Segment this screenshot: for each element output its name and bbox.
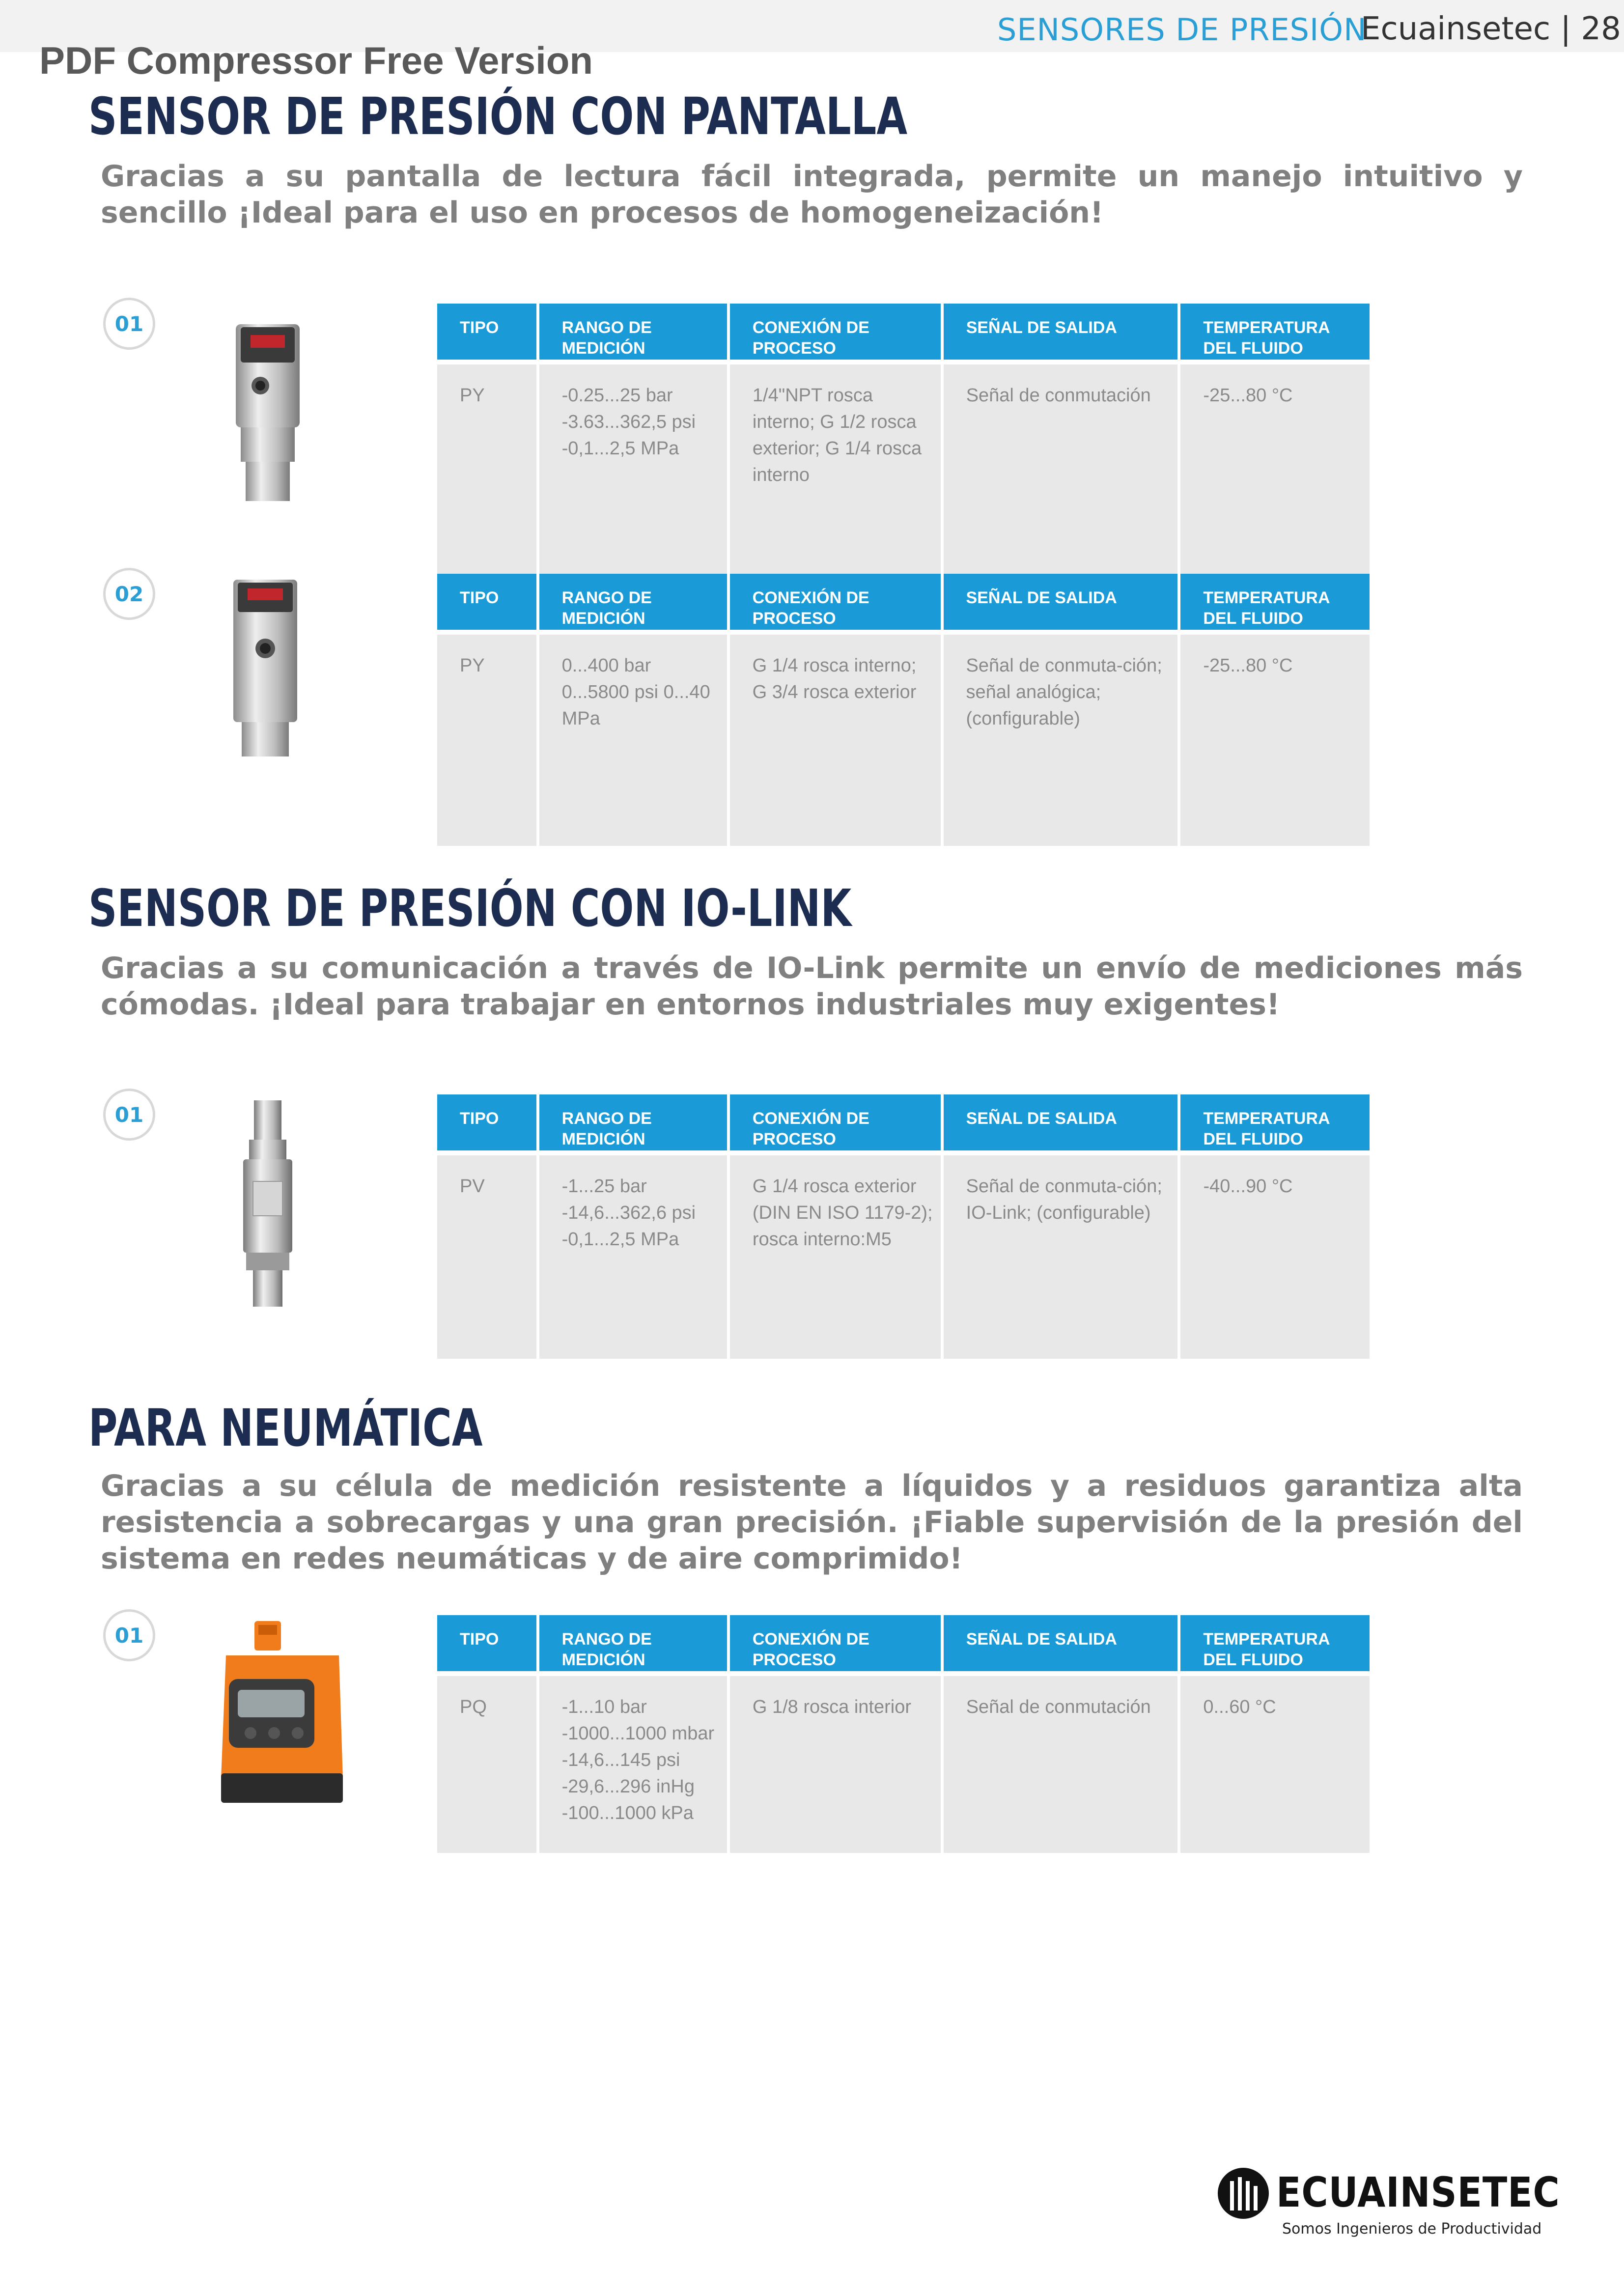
section-description: Gracias a su pantalla de lectura fácil integrada, permite un manejo intuitivo y sencillo ¡Ideal para el uso en procesos de homogeneización! — [101, 159, 1523, 230]
spec-table — [434, 1094, 1372, 1359]
cell-temperatura: 0...60 °C — [1180, 1676, 1370, 1853]
section-description: Gracias a su comunicación a través de IO-Link permite un envío de mediciones más cómodas. ¡Ideal para trabajar en entornos industriales muy exigentes! — [101, 951, 1523, 1022]
cell-rango: -1...25 bar -14,6...362,6 psi -0,1...2,5 MPa — [539, 1155, 727, 1359]
cell-senal: Señal de conmuta-ción; IO-Link; (configurable) — [944, 1155, 1178, 1359]
product-number-badge: 02 — [103, 568, 155, 620]
cell-conexion: 1/4"NPT rosca interno; G 1/2 rosca exterior; G 1/4 rosca interno — [730, 364, 941, 576]
pneumatic-pressure-sensor-image — [216, 1621, 349, 1803]
header-tipo: TIPO — [437, 1094, 536, 1155]
cell-tipo: PY — [437, 364, 536, 576]
header-conexion: CONEXIÓN DE PROCESO — [730, 1094, 941, 1155]
header-tipo: TIPO — [437, 574, 536, 635]
cell-tipo: PQ — [437, 1676, 536, 1853]
header-rango: RANGO DE MEDICIÓN — [539, 1094, 727, 1155]
logo-tagline: Somos Ingenieros de Productividad — [1282, 2220, 1542, 2238]
header-conexion: CONEXIÓN DE PROCESO — [730, 304, 941, 364]
cell-tipo: PY — [437, 635, 536, 846]
header-senal: SEÑAL DE SALIDA — [944, 1094, 1178, 1155]
cell-rango: -0.25...25 bar -3.63...362,5 psi -0,1...2,5 MPa — [539, 364, 727, 576]
header-temperatura: TEMPERATURA DEL FLUIDO — [1180, 1094, 1370, 1155]
header-senal: SEÑAL DE SALIDA — [944, 574, 1178, 635]
cell-senal: Señal de conmuta-ción; señal analógica; (configurable) — [944, 635, 1178, 846]
spec-table — [434, 304, 1372, 576]
company-logo — [1216, 2166, 1560, 2245]
section-title: SENSOR DE PRESIÓN CON PANTALLA — [88, 86, 908, 146]
header-temperatura: TEMPERATURA DEL FLUIDO — [1180, 304, 1370, 364]
section-description: Gracias a su célula de medición resistente a líquidos y a residuos garantiza alta resistencia a sobrecargas y una gran precisión. ¡Fiable supervisión de la presión del sistema en redes neumáticas y de aire comprimido! — [101, 1469, 1523, 1576]
cell-conexion: G 1/4 rosca interno; G 3/4 rosca exterior — [730, 635, 941, 846]
product-number-badge: 01 — [103, 1609, 155, 1661]
logo-name: ECUAINSETEC — [1276, 2168, 1560, 2216]
product-number-badge: 01 — [103, 298, 155, 350]
cell-tipo: PV — [437, 1155, 536, 1359]
header-section-name: SENSORES DE PRESIÓN — [997, 12, 1367, 48]
header-company-page: Ecuainsetec | 28 — [1361, 11, 1621, 47]
cell-temperatura: -25...80 °C — [1180, 635, 1370, 846]
watermark: PDF Compressor Free Version — [39, 39, 593, 82]
logo-mark-icon — [1216, 2166, 1270, 2225]
header-rango: RANGO DE MEDICIÓN — [539, 574, 727, 635]
cell-senal: Señal de conmutación — [944, 364, 1178, 576]
cell-senal: Señal de conmutación — [944, 1676, 1178, 1853]
spec-table — [434, 1615, 1372, 1853]
cell-conexion: G 1/8 rosca interior — [730, 1676, 941, 1853]
header-tipo: TIPO — [437, 1615, 536, 1676]
section-title: SENSOR DE PRESIÓN CON IO-LINK — [88, 878, 852, 938]
header-temperatura: TEMPERATURA DEL FLUIDO — [1180, 574, 1370, 635]
header-rango: RANGO DE MEDICIÓN — [539, 304, 727, 364]
spec-table — [434, 574, 1372, 846]
pressure-transmitter-image — [238, 1100, 297, 1307]
product-number-badge: 01 — [103, 1089, 155, 1141]
header-senal: SEÑAL DE SALIDA — [944, 1615, 1178, 1676]
header-temperatura: TEMPERATURA DEL FLUIDO — [1180, 1615, 1370, 1676]
cell-rango: -1...10 bar -1000...1000 mbar -14,6...145 psi -29,6...296 inHg -100...1000 kPa — [539, 1676, 727, 1853]
cell-rango: 0...400 bar 0...5800 psi 0...40 MPa — [539, 635, 727, 846]
header-conexion: CONEXIÓN DE PROCESO — [730, 1615, 941, 1676]
cell-temperatura: -40...90 °C — [1180, 1155, 1370, 1359]
pressure-sensor-analog-image — [231, 580, 300, 756]
section-title: PARA NEUMÁTICA — [88, 1398, 483, 1458]
header-conexion: CONEXIÓN DE PROCESO — [730, 574, 941, 635]
header-rango: RANGO DE MEDICIÓN — [539, 1615, 727, 1676]
cell-conexion: G 1/4 rosca exterior (DIN EN ISO 1179-2); rosca interno:M5 — [730, 1155, 941, 1359]
pressure-sensor-display-image — [231, 324, 305, 501]
header-tipo: TIPO — [437, 304, 536, 364]
header-senal: SEÑAL DE SALIDA — [944, 304, 1178, 364]
cell-temperatura: -25...80 °C — [1180, 364, 1370, 576]
